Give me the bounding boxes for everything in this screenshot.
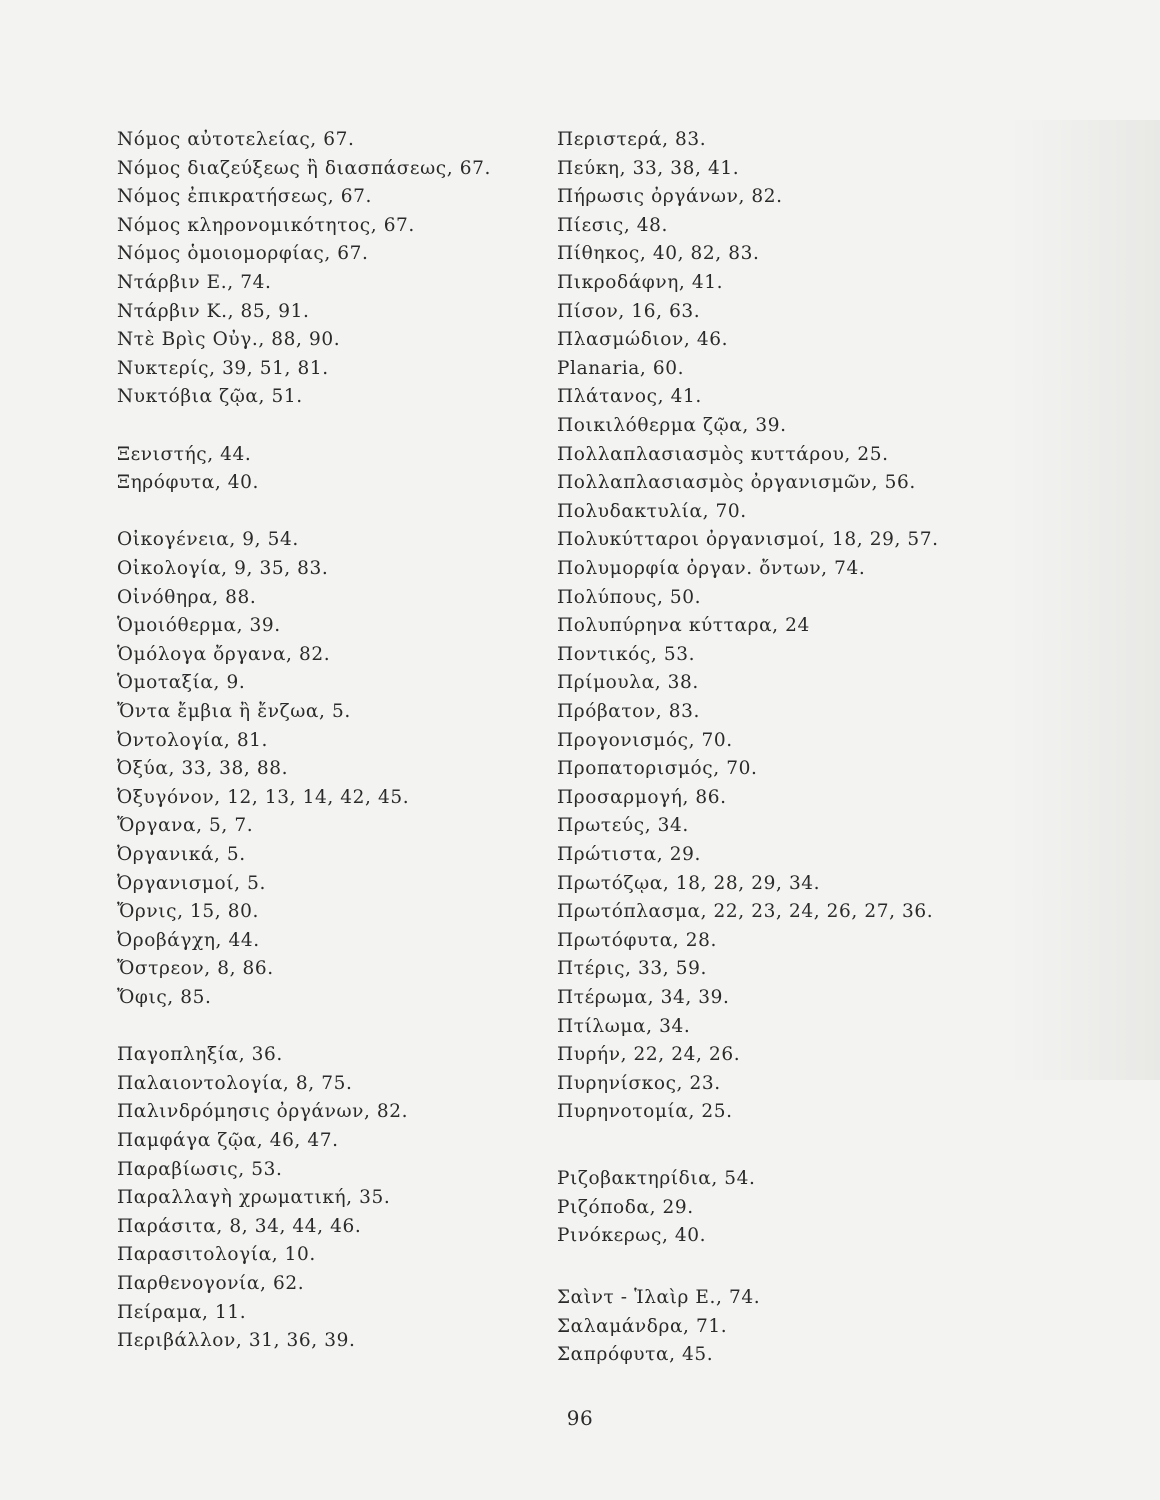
index-entry: Νόμος κληρονομικότητος, 67. (117, 214, 415, 236)
index-entry: Ντάρβιν Ε., 74. (117, 272, 272, 293)
index-entry: Οἰκολογία, 9, 35, 83. (117, 558, 329, 579)
index-entry: Πικροδάφνη, 41. (557, 272, 724, 293)
index-entry: Πρίμουλα, 38. (557, 672, 699, 694)
index-entry: Πολύπους, 50. (557, 586, 702, 608)
index-entry: Ρινόκερως, 40. (557, 1225, 707, 1247)
index-entry: Νόμος διαζεύξεως ἢ διασπάσεως, 67. (117, 157, 491, 179)
index-entry: Παρασιτολογία, 10. (117, 1244, 316, 1266)
index-entry: Νόμος αὐτοτελείας, 67. (117, 129, 355, 150)
index-entry: Πίθηκος, 40, 82, 83. (557, 243, 760, 265)
index-entry: Σαὶντ - Ἱλαὶρ Ε., 74. (557, 1287, 761, 1308)
index-entry: Ὄστρεον, 8, 86. (117, 958, 274, 980)
index-entry: Ὀντολογία, 81. (117, 729, 269, 751)
index-entry: Ὁμοταξία, 9. (117, 672, 246, 694)
index-entry: Ὀξυγόνον, 12, 13, 14, 42, 45. (117, 786, 410, 808)
index-entry: Πτίλωμα, 34. (557, 1015, 691, 1037)
index-entry: Ὀργανισμοί, 5. (117, 872, 266, 894)
index-entry: Παγοπληξία, 36. (117, 1044, 283, 1066)
index-entry: Πρόβατον, 83. (557, 701, 700, 722)
index-entry: Πολυδακτυλία, 70. (557, 500, 747, 522)
index-entry: Οἰνόθηρα, 88. (117, 586, 257, 608)
index-entry: Πρωτόπλασμα, 22, 23, 24, 26, 27, 36. (557, 901, 934, 923)
index-entry: Ποικιλόθερμα ζῷα, 39. (557, 415, 787, 436)
index-entry: Περιστερά, 83. (557, 129, 707, 150)
index-entry: Ὄρνις, 15, 80. (117, 901, 259, 923)
index-entry: Πυρηνοτομία, 25. (557, 1101, 733, 1123)
index-entry: Προσαρμογή, 86. (557, 786, 727, 808)
index-entry: Πολυκύτταροι ὀργανισμοί, 18, 29, 57. (557, 529, 939, 551)
index-entry: Παμφάγα ζῷα, 46, 47. (117, 1130, 339, 1151)
index-entry: Πλάτανος, 41. (557, 386, 702, 408)
index-entry: Παλαιοντολογία, 8, 75. (117, 1072, 353, 1094)
index-entry: Προγονισμός, 70. (557, 729, 733, 751)
index-entry: Παλινδρόμησις ὀργάνων, 82. (117, 1101, 409, 1123)
index-entry: Παράσιτα, 8, 34, 44, 46. (117, 1215, 362, 1237)
index-entry: Ὄργανα, 5, 7. (117, 815, 254, 837)
index-entry: Ξηρόφυτα, 40. (117, 472, 260, 494)
index-entry: Πρώτιστα, 29. (557, 844, 701, 865)
index-entry: Οἰκογένεια, 9, 54. (117, 529, 299, 551)
index-entry: Πτέρωμα, 34, 39. (557, 987, 730, 1008)
index-entry: Πτέρις, 33, 59. (557, 958, 707, 980)
index-entry: Πίσον, 16, 63. (557, 300, 701, 322)
index-entry: Νυκτόβια ζῷα, 51. (117, 386, 303, 408)
index-entry: Ὄφις, 85. (117, 987, 212, 1008)
index-entry: Πολλαπλασιασμὸς κυττάρου, 25. (557, 443, 889, 465)
index-entry: Πλασμώδιον, 46. (557, 329, 729, 351)
index-entry: Ντὲ Βρὶς Οὐγ., 88, 90. (117, 329, 341, 351)
index-entry: Ὄντα ἔμβια ἢ ἔνζωα, 5. (117, 701, 351, 722)
index-entry: Σαπρόφυτα, 45. (557, 1344, 714, 1366)
index-entry: Πείραμα, 11. (117, 1301, 247, 1323)
index-entry: Πρωτεύς, 34. (557, 815, 689, 837)
index-entry: Ὁμοιόθερμα, 39. (117, 615, 281, 637)
index-entry: Πολυμορφία ὀργαν. ὄντων, 74. (557, 558, 866, 579)
index-entry: Πολλαπλασιασμὸς ὀργανισμῶν, 56. (557, 472, 916, 494)
index-entry: Ὀργανικά, 5. (117, 844, 246, 865)
index-entry: Προπατορισμός, 70. (557, 758, 758, 780)
index-entry: Πολυπύρηνα κύτταρα, 24 (557, 615, 810, 637)
index-entry: Ριζοβακτηρίδια, 54. (557, 1168, 756, 1189)
index-entry: Planaria, 60. (557, 357, 685, 379)
index-entry: Ὀροβάγχη, 44. (117, 929, 260, 951)
index-entry: Πήρωσις ὀργάνων, 82. (557, 186, 783, 208)
index-entry: Ὀξύα, 33, 38, 88. (117, 758, 289, 780)
index-entry: Ὁμόλογα ὄργανα, 82. (117, 643, 331, 665)
index-entry: Ντάρβιν Κ., 85, 91. (117, 300, 310, 322)
index-entry: Ξενιστής, 44. (117, 443, 252, 465)
index-entry: Ποντικός, 53. (557, 643, 696, 665)
paper-show-through (1010, 120, 1160, 1080)
index-entry: Πυρηνίσκος, 23. (557, 1072, 721, 1094)
index-entry: Παρθενογονία, 62. (117, 1273, 305, 1294)
index-entry: Νυκτερίς, 39, 51, 81. (117, 357, 329, 379)
index-entry: Σαλαμάνδρα, 71. (557, 1315, 728, 1337)
index-entry: Παραλλαγὴ χρωματική, 35. (117, 1187, 391, 1209)
page-number: 96 (566, 1406, 594, 1430)
index-entry: Παραβίωσις, 53. (117, 1158, 283, 1180)
index-entry: Νόμος ἐπικρατήσεως, 67. (117, 186, 372, 208)
index-entry: Πεύκη, 33, 38, 41. (557, 157, 740, 179)
index-entry: Πρωτόφυτα, 28. (557, 929, 717, 951)
index-entry: Περιβάλλον, 31, 36, 39. (117, 1330, 356, 1352)
index-entry: Ριζόποδα, 29. (557, 1196, 694, 1218)
index-entry: Πίεσις, 48. (557, 214, 668, 236)
index-entry: Πρωτόζῳα, 18, 28, 29, 34. (557, 872, 821, 894)
index-entry: Πυρήν, 22, 24, 26. (557, 1044, 741, 1066)
index-entry: Νόμος ὁμοιομορφίας, 67. (117, 243, 369, 265)
